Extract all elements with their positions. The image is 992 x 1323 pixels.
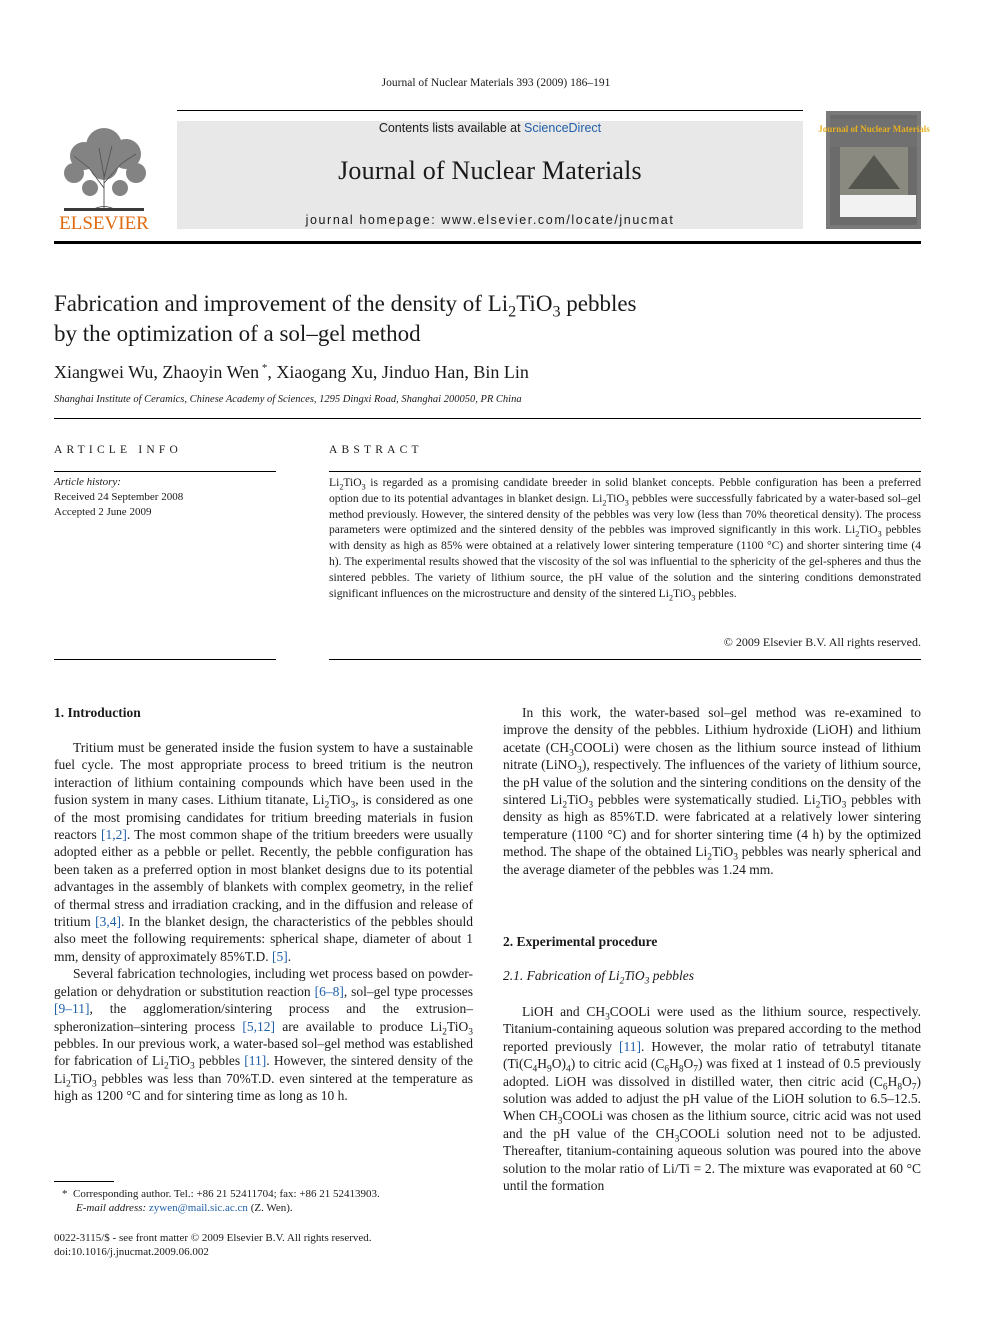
email-post: (Z. Wen). bbox=[247, 1202, 293, 1214]
abstract-text: $Li_2TiO_3$ is regarded as a promising candidate breeder in solid blanket concepts. Pebble configuration has been a preferred option due to its potential advantages in blanket design. $Li_2TiO_3$ pebbles were successfully fabricated by a water-based sol–gel method previously. However, the sintered density of the pebbles was very low (less than 70% theoretical density). The process parameters were optimized and the sintered density of the pebbles was improved significantly in this work. $Li_2TiO_3$ pebbles with density as high as 85% were obtained at a relatively lower sintering temperature (1100 °C) and shorter sintering time (4 h). The experimental results showed that the viscosity of the sol was influential to the sphericity of the gel-spheres and thus the sintered pebbles. The variety of lithium source, the pH value of the solution and the sintering conditions demonstrated significant influences on the microstructure and density of the sintered $Li_2TiO_3$ pebbles. bbox=[329, 476, 921, 602]
citation-link[interactable]: [5,12] bbox=[242, 1018, 276, 1034]
exp-paragraph-1: LiOH and $CH_3COOLi$ were used as the lithium source, respectively. Titanium-containing aqueous solution was prepared according to the method reported previously [11]. However, the molar ratio of tetrabutyl titanate $(Ti(C_4H_9O)_4)$ to citric acid $(C_6H_8O_7)$ was fixed at 1 instead of 0.5 previously adopted. LiOH was dissolved in distilled water, then citric acid $(C_6H_8O_7)$ solution was added to adjust the pH value of the LiOH solution to 6.5–12.5. When $CH_3COOLi$ was chosen as the lithium source, citric acid was not used and the pH value of the $CH_3COOLi$ solution need not to be adjusted. Thereafter, titanium-containing aqueous solution was poured into the above solution to the molar ratio of Li/Ti = 2. The mixture was evaporated at 60 °C until the formation bbox=[503, 1004, 921, 1194]
email-note bbox=[54, 1201, 473, 1215]
title-sub-3: 3 bbox=[552, 303, 561, 321]
article-info-rule bbox=[54, 471, 276, 472]
footnote bbox=[54, 1187, 473, 1215]
journal-citation: Journal of Nuclear Materials 393 (2009) 186–191 bbox=[381, 77, 611, 89]
citation-link[interactable]: [11] bbox=[618, 1038, 641, 1054]
received-date: Received 24 September 2008 bbox=[54, 491, 184, 503]
sub21-pre: 2.1. Fabrication of Li bbox=[503, 968, 620, 983]
history-label: Article history: bbox=[54, 476, 121, 488]
intro-paragraph-3: In this work, the water-based sol–gel method was re-examined to improve the density of the pebbles. Lithium hydroxide (LiOH) and lithium acetate $(CH_3COOLi)$ were chosen as the lithium source instead of lithium nitrate (LiNO$_3$), respectively. The influences of the variety of lithium source, the pH value of the solution and the sintering conditions on the density of the sintered $Li_2TiO_3$ pebbles were systematically studied. $Li_2TiO_3$ pebbles with density as high as 85%T.D. were fabricated at a relatively lower sintering temperature (1100 °C) and for shorter sintering time (4 h) by the optimized method. The shape of the obtained $Li_2TiO_3$ pebbles was nearly spherical and the average diameter of the pebbles was 1.24 mm. bbox=[503, 705, 921, 877]
contents-line bbox=[177, 121, 803, 135]
article-history bbox=[54, 475, 183, 520]
header-top-rule bbox=[177, 110, 803, 111]
citation-link[interactable]: [11] bbox=[244, 1053, 267, 1069]
introduction-heading: 1. Introduction bbox=[54, 705, 141, 720]
corresponding-author-note: * Corresponding author. Tel.: +86 21 52411704; fax: +86 21 52413903. bbox=[62, 1188, 380, 1200]
journal-homepage[interactable]: journal homepage: www.elsevier.com/locate/jnucmat bbox=[305, 213, 675, 227]
title-line2: by the optimization of a sol–gel method bbox=[54, 321, 421, 346]
article-info-heading: ARTICLE INFO bbox=[54, 444, 182, 456]
abstract-heading: ABSTRACT bbox=[329, 444, 423, 456]
author-list bbox=[54, 362, 529, 383]
sciencedirect-link[interactable]: ScienceDirect bbox=[524, 121, 602, 135]
experimental-body bbox=[503, 1003, 921, 1194]
article-info-bottom-rule bbox=[54, 659, 276, 660]
citation-link[interactable]: [9–11] bbox=[54, 1001, 90, 1017]
copyright-notice: © 2009 Elsevier B.V. All rights reserved. bbox=[723, 635, 921, 649]
footnote-rule bbox=[54, 1181, 114, 1182]
citation-link[interactable]: [5] bbox=[271, 948, 288, 964]
email-link[interactable]: zywen@mail.sic.ac.cn bbox=[148, 1202, 248, 1214]
sub21-post: pebbles bbox=[649, 968, 694, 983]
title-bottom-rule bbox=[54, 418, 921, 419]
title-line1-pre: Fabrication and improvement of the density of Li bbox=[54, 291, 509, 316]
intro-paragraph-2: Several fabrication technologies, including wet process based on powder-gelation or dehydration or substitution reaction [6–8], sol–gel type processes [9–11], the agglomeration/sintering process and the extrusion–spheronization–sintering process [5,12] are available to produce $Li_2TiO_3$ pebbles. In our previous work, a water-based sol–gel method was established for fabrication of $Li_2TiO_3$ pebbles [11]. However, the sintered density of the $Li_2TiO_3$ pebbles was less than 70%T.D. even sintered at the temperature as high as 1200 °C and for sintering time as long as 10 h. bbox=[54, 966, 473, 1104]
corresponding-mark[interactable]: * bbox=[259, 362, 268, 374]
doi-line[interactable]: doi:10.1016/j.jnucmat.2009.06.002 bbox=[54, 1246, 209, 1258]
citation-link[interactable]: [6–8] bbox=[314, 983, 344, 999]
intro-paragraph-1: Tritium must be generated inside the fusion system to have a sustainable fuel cycle. The most appropriate process to breed tritium is the neutron interaction of lithium containing compounds which have been used in the fusion system in many cases. Lithium titanate, $Li_2TiO_3$, is considered as one of the most promising candidates for tritium breeding materials in fusion reactors [1,2]. The most common shape of the tritium breeders were usually adopted either as a pebble or pellet. Recently, the pebble configuration has been taken as a preferred option in most blanket designs due to its potential advantages in the assembly of blankets with complex geometry, in the relief of thermal stress and irradiation cracking, and in the diffusion and release of tritium [3,4]. In the blanket design, the characteristics of the pebbles should also meet the following requirements: spherical shape, diameter of about 1 mm, density of approximately 85%T.D. [5]. bbox=[54, 740, 474, 964]
elsevier-logo bbox=[54, 118, 154, 233]
citation-link[interactable]: [1,2] bbox=[100, 827, 127, 843]
cover-title: Journal of Nuclear Materials bbox=[818, 124, 930, 134]
issn-line: 0022-3115/$ - see front matter © 2009 Elsevier B.V. All rights reserved. bbox=[54, 1232, 372, 1244]
title-sub-2: 2 bbox=[508, 303, 517, 321]
authors-post: , Xiaogang Xu, Jinduo Han, Bin Lin bbox=[267, 362, 529, 382]
contents-prefix: Contents lists available at bbox=[378, 121, 525, 135]
journal-title: Journal of Nuclear Materials bbox=[338, 156, 642, 185]
email-label: E-mail address: bbox=[76, 1202, 149, 1214]
citation-link[interactable]: [3,4] bbox=[95, 914, 122, 930]
subsection-2-1-heading: 2.1. Fabrication of $Li_2TiO_3$ pebbles bbox=[503, 968, 694, 987]
intro-continuation bbox=[503, 704, 921, 878]
title-line1-mid: TiO bbox=[516, 291, 553, 316]
affiliation: Shanghai Institute of Ceramics, Chinese Academy of Sciences, 1295 Dingxi Road, Shanghai 200050, PR China bbox=[54, 394, 522, 405]
header-bottom-rule bbox=[54, 241, 921, 244]
sub21-mid: TiO bbox=[624, 968, 645, 983]
title-line1-post: pebbles bbox=[560, 291, 637, 316]
authors-pre: Xiangwei Wu, Zhaoyin Wen bbox=[54, 362, 260, 382]
front-matter bbox=[54, 1231, 494, 1259]
journal-cover-image bbox=[818, 111, 930, 229]
abstract-rule bbox=[329, 471, 921, 472]
accepted-date: Accepted 2 June 2009 bbox=[54, 506, 152, 518]
elsevier-wordmark: ELSEVIER bbox=[59, 213, 149, 234]
article-title bbox=[54, 289, 814, 349]
abstract-bottom-rule bbox=[329, 659, 921, 660]
introduction-body bbox=[54, 739, 473, 1105]
experimental-heading: 2. Experimental procedure bbox=[503, 934, 658, 949]
corresponding-text: Corresponding author. Tel.: +86 21 52411704; fax: +86 21 52413903. bbox=[73, 1188, 380, 1200]
